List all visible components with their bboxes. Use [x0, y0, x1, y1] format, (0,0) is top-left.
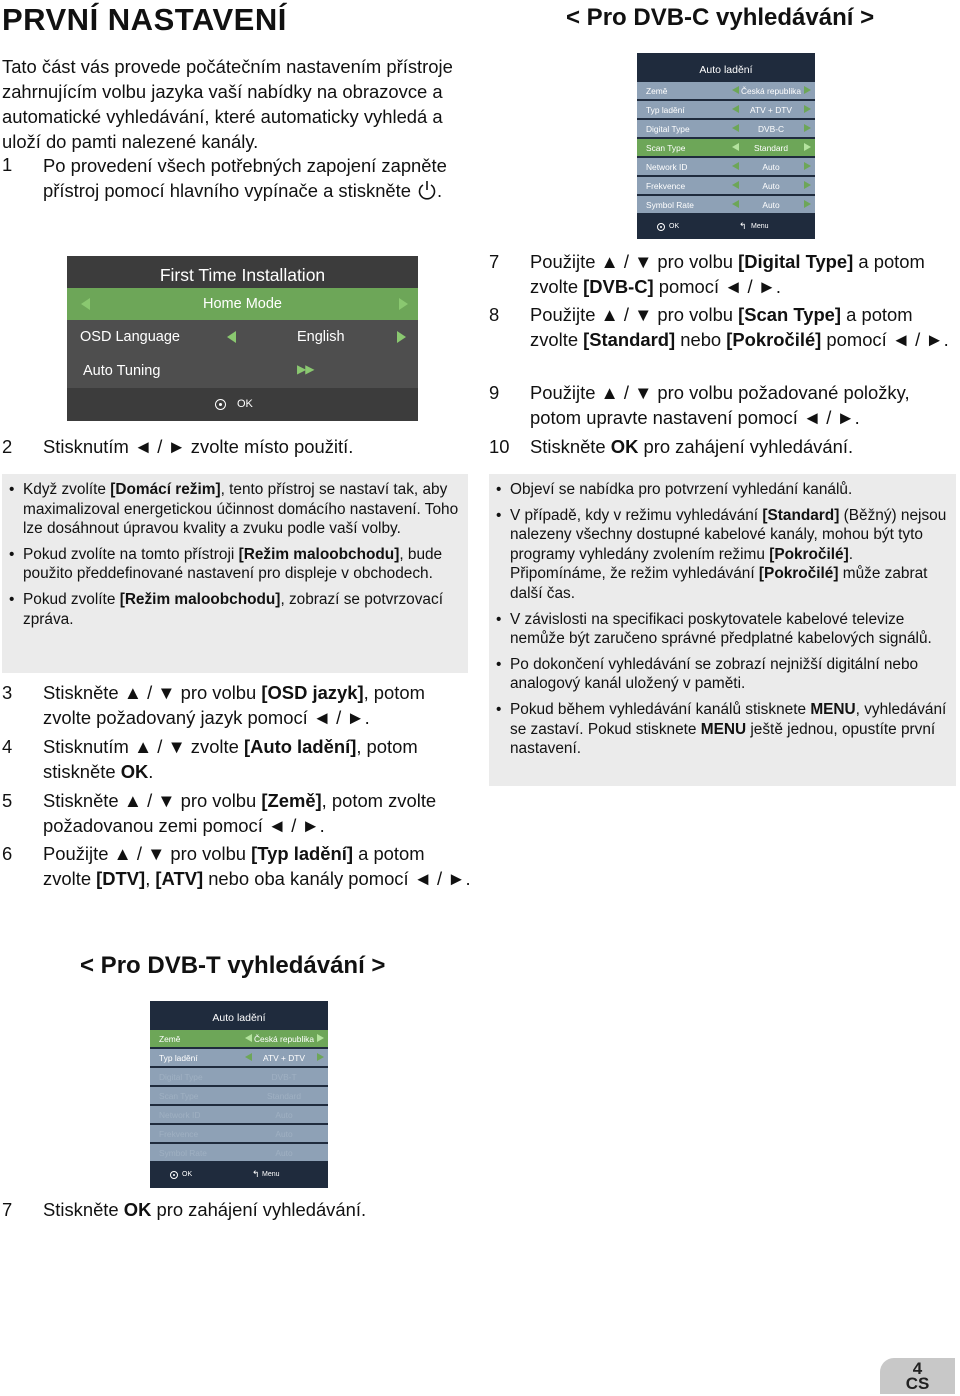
right-arrow-icon	[804, 143, 811, 151]
menu-row	[150, 1068, 328, 1085]
row-value: Auto	[762, 200, 780, 210]
row-label: Frekvence	[646, 181, 686, 191]
row-label: Digital Type	[646, 124, 690, 134]
right-arrow-icon	[804, 162, 811, 170]
osd-language-label: OSD Language	[80, 329, 180, 345]
row-value: Auto	[762, 181, 780, 191]
osd-language-row[interactable]	[67, 320, 418, 354]
row-label: Typ ladění	[646, 105, 685, 115]
menu-body	[67, 288, 418, 388]
row-label: Země	[646, 86, 668, 96]
right-arrow-icon	[317, 1034, 324, 1042]
row-value: Standard	[267, 1091, 301, 1101]
note-box-left	[2, 474, 468, 673]
note-item: • V případě, kdy v režimu vyhledávání [Standard] (Běžný) nejsou nalezeny všechny dostupné kabelové kanály, mohou být tyto programy vyhledány zvolením režimu [Pokročilé]. Připomínáme, že režim vyhledávání [Pokročilé] může zabrat další čas.	[491, 506, 948, 604]
row-value: DVB-C	[757, 124, 785, 134]
ok-icon	[657, 223, 665, 231]
step-6: 6 Použijte ▲ / ▼ pro volbu [Typ ladění] a potom zvolte [DTV], [ATV] nebo oba kanály pomocí ◄ / ►.	[2, 843, 471, 889]
dvbt-auto-tuning-menu	[150, 1001, 328, 1188]
row-value: Česká republika	[253, 1034, 315, 1044]
menu-title: First Time Installation	[159, 265, 326, 285]
ok-label: OK	[669, 223, 680, 230]
step-5: 5 Stiskněte ▲ / ▼ pro volbu [Země], potom zvolte požadovanou zemi pomocí ◄ / ►.	[2, 790, 437, 836]
page-number-badge	[880, 1358, 955, 1394]
menu-footer	[67, 388, 418, 421]
right-arrow-icon	[317, 1053, 324, 1061]
row-value: Auto	[275, 1148, 293, 1158]
page-number: 4	[912, 1359, 923, 1378]
row-label: Typ ladění	[159, 1053, 198, 1063]
right-arrow-icon	[804, 105, 811, 113]
ok-icon	[215, 399, 226, 410]
menu-title: Auto ladění	[212, 1012, 266, 1024]
menu-row[interactable]	[150, 1030, 328, 1047]
dvbc-step-7: 7 Použijte ▲ / ▼ pro volbu [Digital Type] a potom zvolte [DVB-C] pomocí ◄ / ►.	[489, 251, 925, 297]
menu-label: Menu	[262, 1171, 280, 1178]
return-icon: ↰	[739, 221, 747, 231]
row-label: Symbol Rate	[159, 1148, 207, 1158]
row-label: Scan Type	[159, 1091, 199, 1101]
note-item: • Objeví se nabídka pro potvrzení vyhledání kanálů.	[491, 480, 948, 500]
dvbc-step-8: 8 Použijte ▲ / ▼ pro volbu [Scan Type] a potom zvolte [Standard] nebo [Pokročilé] pomocí ◄ / ►.	[489, 304, 949, 350]
osd-language-value: English	[297, 329, 345, 345]
dvbt-section-title: < Pro DVB-T vyhledávání >	[80, 952, 386, 979]
right-arrow-icon	[804, 200, 811, 208]
note-item: • Pokud během vyhledávání kanálů stisknete MENU, vyhledávání se zastaví. Pokud stisknete MENU ještě jednou, opustíte první nastavení.	[491, 700, 948, 759]
dvbc-auto-tuning-menu	[637, 53, 815, 239]
row-value: Auto	[275, 1110, 293, 1120]
dvbc-section-title: < Pro DVB-C vyhledávání >	[566, 4, 875, 31]
menu-row	[150, 1144, 328, 1161]
menu-row[interactable]	[637, 196, 815, 213]
menu-footer	[637, 217, 815, 239]
auto-tuning-row[interactable]	[67, 354, 418, 388]
dvbt-step-7: 7 Stiskněte OK pro zahájení vyhledávání.	[2, 1199, 367, 1220]
note-item: • Pokud zvolíte na tomto přístroji [Režim maloobchodu], bude použito předdefinované nastavení pro displeje v obchodech.	[4, 545, 460, 584]
page-language: CS	[905, 1374, 930, 1393]
row-label: Digital Type	[159, 1072, 203, 1082]
row-label: Network ID	[159, 1110, 201, 1120]
auto-tuning-arrows: ▶▶	[297, 362, 314, 376]
row-value: ATV + DTV	[750, 105, 792, 115]
intro-paragraph: Tato část vás provede počátečním nastavením přístroje zahrnujícím volbu jazyka vaší nabídky na obrazovce a automatické vyhledávání, které automaticky vyhledá a uloží do pamti nalezené kanály.	[2, 56, 453, 152]
row-label: Symbol Rate	[646, 200, 694, 210]
right-arrow-icon	[804, 181, 811, 189]
dvbc-step-10: 10 Stiskněte OK pro zahájení vyhledávání.	[489, 436, 854, 457]
row-label: Scan Type	[646, 143, 686, 153]
dvbc-step-9: 9 Použijte ▲ / ▼ pro volbu požadované položky, potom upravte nastavení pomocí ◄ / ►.	[489, 382, 910, 428]
home-mode-label: Home Mode	[203, 296, 282, 312]
row-value: ATV + DTV	[263, 1053, 305, 1063]
power-icon	[417, 179, 437, 201]
row-label: Network ID	[646, 162, 688, 172]
ok-label: OK	[182, 1171, 193, 1178]
return-icon: ↰	[252, 1169, 260, 1179]
menu-row[interactable]	[637, 158, 815, 175]
right-arrow-icon	[804, 124, 811, 132]
left-arrow-icon	[227, 331, 236, 343]
row-value: Standard	[754, 143, 788, 153]
ok-label: OK	[237, 398, 253, 410]
row-label: Země	[159, 1034, 181, 1044]
right-arrow-icon	[399, 298, 408, 310]
menu-row[interactable]	[637, 120, 815, 137]
right-arrow-icon	[804, 86, 811, 94]
row-value: Auto	[275, 1129, 293, 1139]
step-4: 4 Stisknutím ▲ / ▼ zvolte [Auto ladění], potom stiskněte OK.	[2, 736, 418, 782]
step-1: 1 Po provedení všech potřebných zapojení zapněte přístroj pomocí hlavního vypínače a stiskněte .	[2, 154, 447, 201]
right-arrow-icon	[397, 331, 406, 343]
note-item: • Když zvolíte [Domácí režim], tento přístroj se nastaví tak, aby maximalizoval energetickou účinnost domácího nastavení. Toho lze dosáhnout úpravou kvality a zvuku podle vaší volby.	[4, 480, 460, 539]
row-value: DVB-T	[271, 1072, 297, 1082]
page-title: PRVNÍ NASTAVENÍ	[2, 2, 287, 37]
home-mode-row[interactable]	[67, 288, 418, 320]
step-2: 2 Stisknutím ◄ / ► zvolte místo použití.	[2, 436, 354, 457]
ok-icon	[170, 1171, 178, 1179]
row-value: Auto	[762, 162, 780, 172]
menu-row	[150, 1125, 328, 1142]
row-label: Frekvence	[159, 1129, 199, 1139]
menu-title: Auto ladění	[699, 64, 753, 76]
menu-row[interactable]	[637, 101, 815, 118]
row-value: Česká republika	[740, 86, 802, 96]
note-item: • Pokud zvolíte [Režim maloobchodu], zobrazí se potvrzovací zpráva.	[4, 590, 460, 629]
note-box-right	[489, 474, 956, 786]
menu-footer	[150, 1165, 328, 1187]
menu-row	[150, 1106, 328, 1123]
auto-tuning-label: Auto Tuning	[83, 363, 161, 379]
note-item: • V závislosti na specifikaci poskytovatele kabelové televize nemůže být zaručeno správné předplatné kabelových signálů.	[491, 610, 948, 649]
menu-row[interactable]	[637, 82, 815, 99]
menu-row[interactable]	[637, 139, 815, 156]
menu-label: Menu	[751, 223, 769, 230]
note-item: • Po dokončení vyhledávání se zobrazí nejnižší digitální nebo analogový kanál uložený v paměti.	[491, 655, 948, 694]
first-time-installation-menu	[67, 256, 418, 421]
menu-row	[150, 1087, 328, 1104]
menu-row[interactable]	[637, 177, 815, 194]
step-3: 3 Stiskněte ▲ / ▼ pro volbu [OSD jazyk], potom zvolte požadovaný jazyk pomocí ◄ / ►.	[2, 682, 425, 728]
menu-row[interactable]	[150, 1049, 328, 1066]
